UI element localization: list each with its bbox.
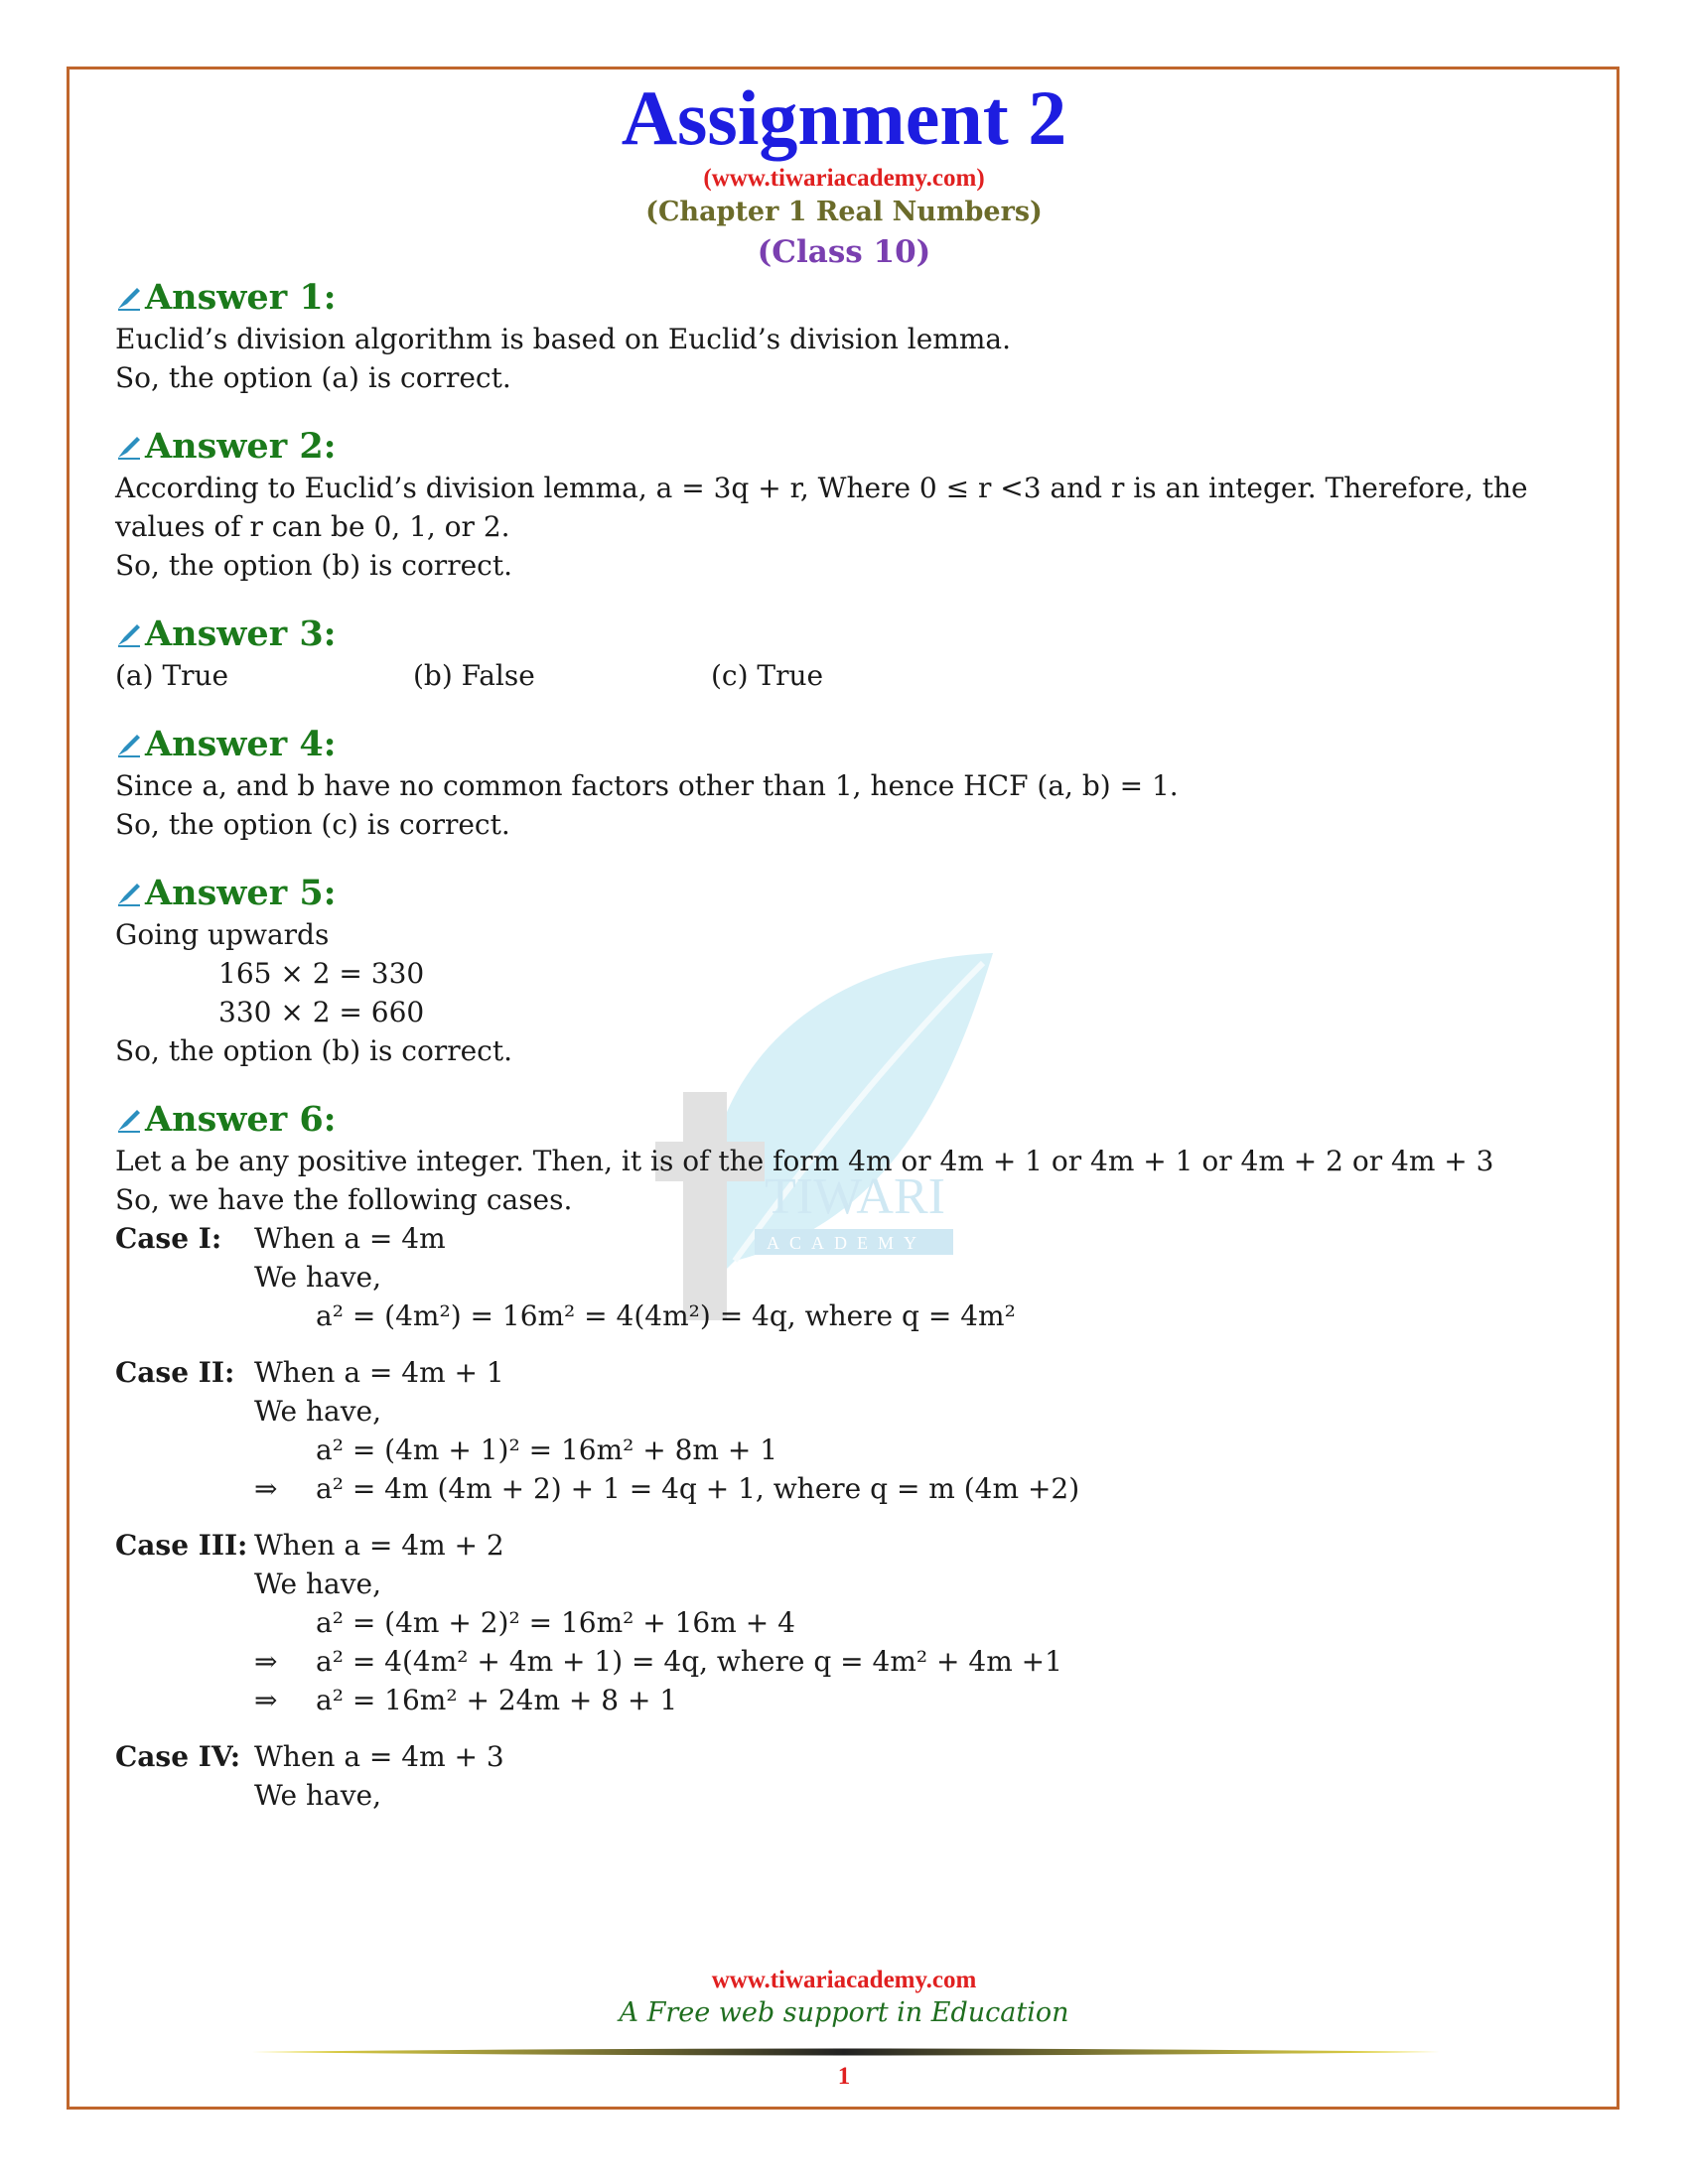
answer-5-line-3: 330 × 2 = 660: [218, 996, 425, 1028]
answer-5-line-4: So, the option (b) is correct.: [115, 1034, 512, 1067]
answer-2-line-1: According to Euclid’s division lemma, a = 3q + r, Where 0 ≤ r <3 and r is an integer. Therefore, the values of r can be 0, 1, or 2.: [115, 472, 1528, 543]
answer-1-line-2: So, the option (a) is correct.: [115, 361, 511, 394]
case-2-row: [115, 1353, 1585, 1392]
case-3-step-1-text: a² = (4m + 2)² = 16m² + 16m + 4: [316, 1606, 795, 1639]
case-3-step-1: [115, 1603, 1585, 1642]
case-3-step-3-text: a² = 16m² + 24m + 8 + 1: [316, 1684, 678, 1716]
case-3-have: We have,: [254, 1568, 381, 1600]
footer-tagline: A Free web support in Education: [619, 1997, 1069, 2028]
case-4-label: Case IV:: [115, 1740, 241, 1773]
answer-6-intro-2: So, we have the following cases.: [115, 1183, 573, 1216]
implies-arrow-icon: ⇒: [254, 1645, 278, 1678]
case-3-when: When a = 4m + 2: [254, 1529, 504, 1562]
case-2-label: Case II:: [115, 1356, 235, 1389]
answer-4-line-1: Since a, and b have no common factors other than 1, hence HCF (a, b) = 1.: [115, 769, 1179, 802]
implies-arrow-icon: ⇒: [254, 1472, 278, 1505]
case-4-row: [115, 1737, 1585, 1776]
class-subtitle: (Class 10): [757, 234, 931, 270]
case-1-when: When a = 4m: [254, 1222, 446, 1255]
answer-4-line-2: So, the option (c) is correct.: [115, 808, 510, 841]
case-1-step-1: [115, 1297, 1585, 1335]
case-2-step-1-text: a² = (4m + 1)² = 16m² + 8m + 1: [316, 1433, 778, 1466]
answer-3-item-a: (a) True: [115, 659, 229, 692]
answer-5-line-1: Going upwards: [115, 918, 330, 951]
pen-icon: [115, 1106, 143, 1134]
site-paren-close: ): [976, 165, 985, 192]
case-1-label: Case I:: [115, 1222, 222, 1255]
case-4-have: We have,: [254, 1779, 381, 1812]
answer-3-item-c: (c) True: [711, 659, 824, 692]
pen-icon: [115, 880, 143, 907]
answer-6-intro-1: Let a be any positive integer. Then, it is of the form 4m or 4m + 1 or 4m + 1 or 4m + 2 or 4m + 3: [115, 1145, 1494, 1177]
site-paren-open: (: [703, 165, 712, 192]
answer-5-line-2: 165 × 2 = 330: [218, 957, 425, 990]
case-2-step-2: [115, 1469, 1585, 1508]
pen-icon: [115, 731, 143, 758]
header-website-link[interactable]: [0, 165, 1688, 193]
case-3-step-1-arrow: [254, 1603, 316, 1642]
case-1-have: We have,: [254, 1261, 381, 1294]
answer-2-heading: [115, 425, 1585, 469]
case-1-step-1-arrow: [254, 1297, 316, 1335]
answer-5-title: Answer 5:: [145, 873, 337, 913]
answer-2-line-2: So, the option (b) is correct.: [115, 549, 512, 582]
page-number: 1: [837, 2063, 851, 2090]
answer-3-heading: [115, 613, 1585, 656]
case-2-when: When a = 4m + 1: [254, 1356, 504, 1389]
answer-1-heading: [115, 276, 1585, 320]
case-4-when: When a = 4m + 3: [254, 1740, 504, 1773]
case-3-step-2-text: a² = 4(4m² + 4m + 1) = 4q, where q = 4m² + 4m +1: [316, 1645, 1062, 1678]
answers-content: [115, 268, 1585, 1815]
footer-website-link[interactable]: www.tiwariacademy.com: [711, 1967, 977, 1993]
case-2-step-1-arrow: [254, 1431, 316, 1469]
header-website-text: www.tiwariacademy.com: [711, 165, 977, 192]
pen-icon: [115, 433, 143, 461]
answer-6-heading: [115, 1098, 1585, 1142]
case-2-step-1: [115, 1431, 1585, 1469]
case-3-step-3: [115, 1681, 1585, 1719]
case-3-step-2: [115, 1642, 1585, 1681]
pen-icon: [115, 620, 143, 648]
case-1-row: [115, 1219, 1585, 1258]
case-3-row: [115, 1526, 1585, 1565]
answer-3-items: [115, 656, 1585, 695]
answer-6-title: Answer 6:: [145, 1099, 337, 1140]
case-1-step-1-text: a² = (4m²) = 16m² = 4(4m²) = 4q, where q = 4m²: [316, 1299, 1016, 1332]
answer-1-title: Answer 1:: [145, 277, 337, 318]
answer-2-title: Answer 2:: [145, 426, 337, 467]
watermark-word-tiwari: TIWARI: [765, 1168, 945, 1225]
answer-4-title: Answer 4:: [145, 724, 337, 764]
answer-3-title: Answer 3:: [145, 614, 337, 654]
chapter-subtitle: (Chapter 1 Real Numbers): [645, 197, 1043, 227]
case-2-step-2-text: a² = 4m (4m + 2) + 1 = 4q + 1, where q = m (4m +2): [316, 1472, 1080, 1505]
implies-arrow-icon: ⇒: [254, 1684, 278, 1716]
answer-4-heading: [115, 723, 1585, 766]
case-3-label: Case III:: [115, 1529, 248, 1562]
answer-5-heading: [115, 872, 1585, 915]
pen-icon: [115, 284, 143, 312]
case-2-have: We have,: [254, 1395, 381, 1428]
answer-3-item-b: (b) False: [413, 659, 535, 692]
answer-1-line-1: Euclid’s division algorithm is based on Euclid’s division lemma.: [115, 323, 1011, 355]
footer-divider: [248, 2047, 1440, 2057]
page-title: Assignment 2: [621, 74, 1067, 161]
watermark-word-academy: ACADEMY: [767, 1233, 927, 1253]
